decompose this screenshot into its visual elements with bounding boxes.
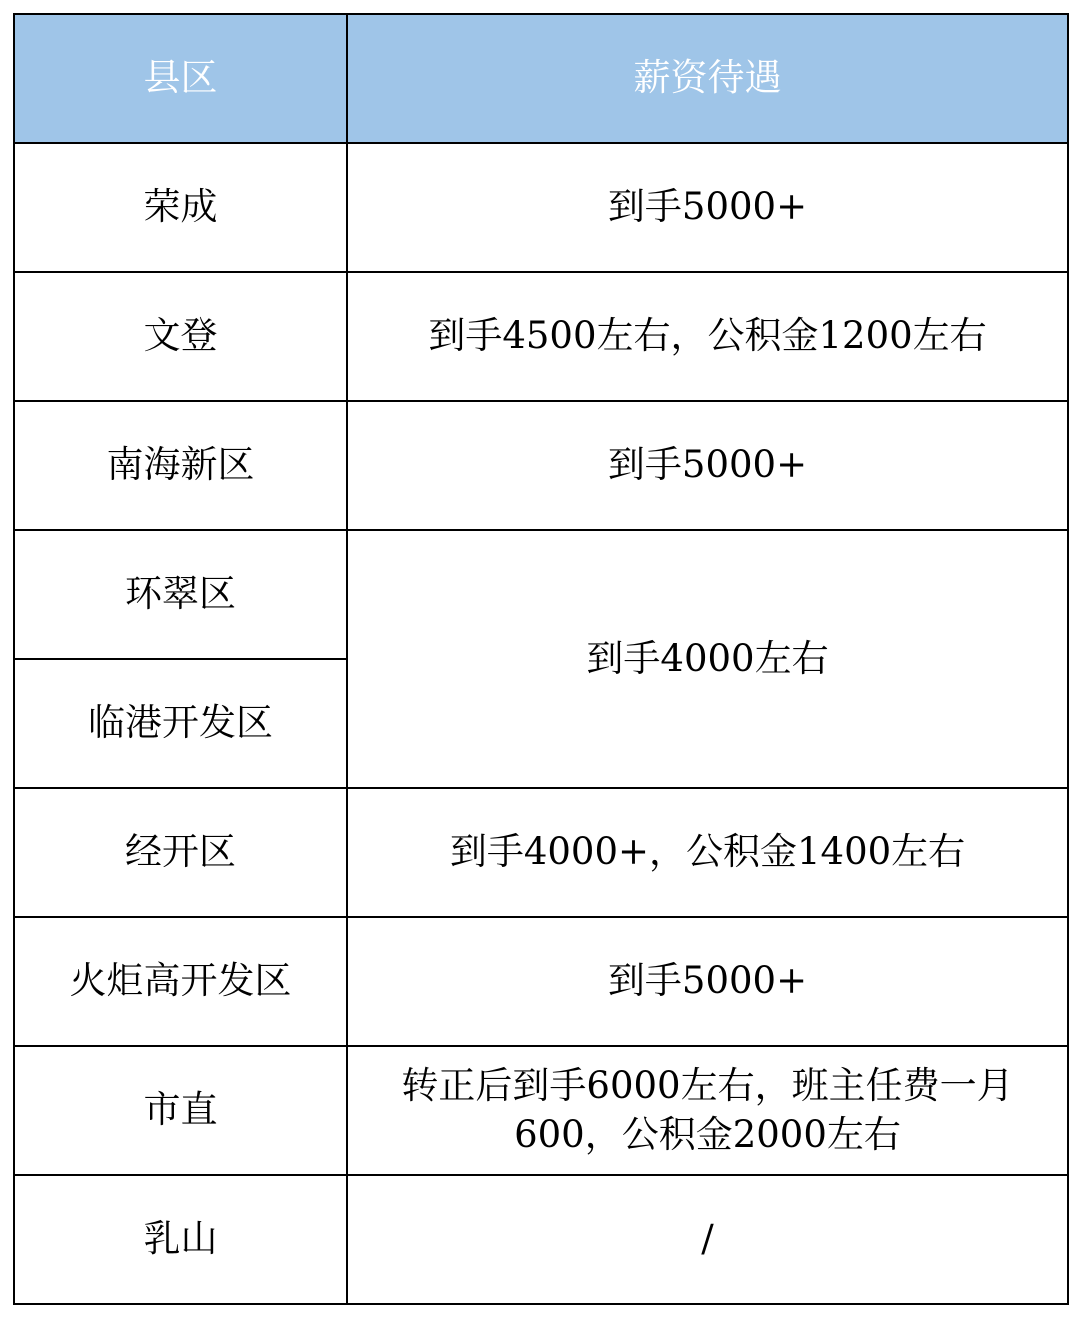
header-county: 县区 <box>14 14 347 143</box>
table-row <box>14 1175 1068 1304</box>
county-cell: 市直 <box>14 1046 347 1175</box>
county-cell: 乳山 <box>14 1175 347 1304</box>
salary-cell: 转正后到手6000左右，班主任费一月600，公积金2000左右 <box>347 1046 1068 1175</box>
salary-cell: 到手5000+ <box>347 401 1068 530</box>
salary-cell: 到手5000+ <box>347 143 1068 272</box>
table-row <box>14 272 1068 401</box>
county-cell: 环翠区 <box>14 530 347 659</box>
salary-cell-merged: 到手4000左右 <box>347 530 1068 788</box>
table-row <box>14 917 1068 1046</box>
table-row <box>14 1046 1068 1175</box>
county-cell: 文登 <box>14 272 347 401</box>
county-cell: 荣成 <box>14 143 347 272</box>
salary-cell: 到手5000+ <box>347 917 1068 1046</box>
header-row <box>14 14 1068 143</box>
table-body <box>14 143 1068 1304</box>
header-salary: 薪资待遇 <box>347 14 1068 143</box>
county-cell: 南海新区 <box>14 401 347 530</box>
county-cell: 经开区 <box>14 788 347 917</box>
county-cell: 临港开发区 <box>14 659 347 788</box>
county-cell: 火炬高开发区 <box>14 917 347 1046</box>
salary-cell: / <box>347 1175 1068 1304</box>
table-row <box>14 143 1068 272</box>
table-row <box>14 401 1068 530</box>
table-row <box>14 788 1068 917</box>
salary-cell: 到手4500左右，公积金1200左右 <box>347 272 1068 401</box>
table-row <box>14 530 1068 659</box>
salary-table <box>13 13 1069 1305</box>
salary-cell: 到手4000+，公积金1400左右 <box>347 788 1068 917</box>
table-header <box>14 14 1068 143</box>
